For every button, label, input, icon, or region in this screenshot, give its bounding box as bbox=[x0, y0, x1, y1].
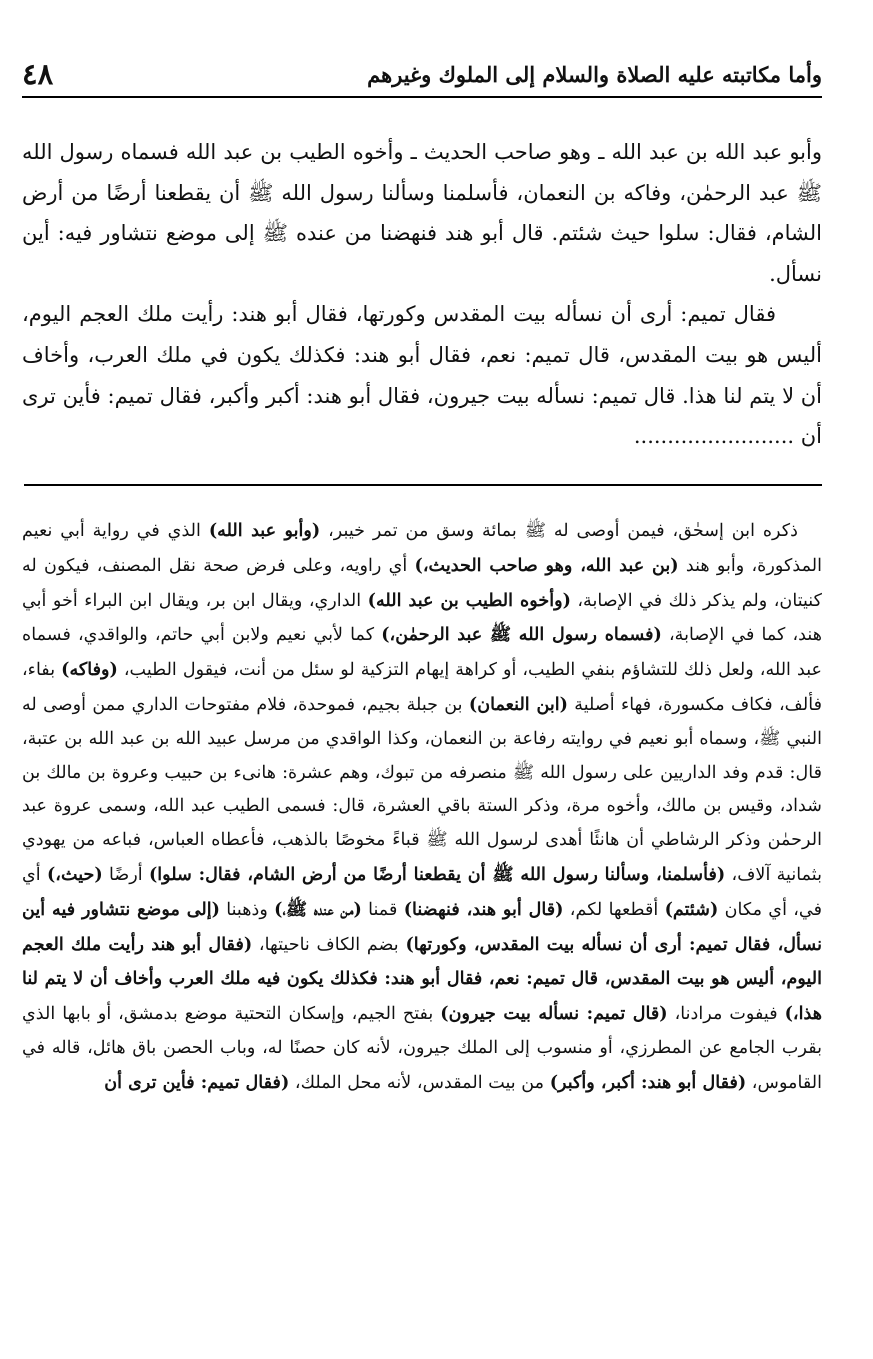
quoted-matn-segment: (وأبو عبد الله) bbox=[208, 520, 321, 541]
quoted-matn-segment: (ابن النعمان) bbox=[468, 693, 569, 715]
commentary-segment: أقطعها لكم، bbox=[563, 899, 665, 920]
quoted-matn-segment: (إلى موضع نتشاور فيه أين نسأل، فقال تميم: أرى أن نسأله بيت المقدس، وكورتها) bbox=[22, 898, 822, 955]
main-paragraph-1: وأبو عبد الله بن عبد الله ـ وهو صاحب الحديث ـ وأخوه الطيب بن عبد الله فسماه رسول الله ﷺ عبد الرحمٰن، وفاكه بن النعمان، فأسلمنا وسألنا رسول الله ﷺ أن يقطعنا أرضًا من أرض الشام، فقال: سلوا حيث شئتم. قال أبو هند فنهضنا من عنده ﷺ إلى موضع نتشاور فيه: أين نسأل. bbox=[22, 140, 822, 286]
commentary-segment: أي في، أي مكان bbox=[22, 864, 823, 920]
commentary-paragraph bbox=[22, 514, 822, 1101]
quoted-matn-segment: (وأخوه الطيب بن عبد الله) bbox=[367, 589, 571, 611]
quoted-matn-segment: (فسماه رسول الله ﷺ عبد الرحمٰن،) bbox=[381, 624, 662, 646]
commentary bbox=[22, 514, 822, 1101]
quoted-matn-segment: (فقال أبو هند: أكبر، وأكبر) bbox=[549, 1071, 747, 1093]
commentary-segment: بضم الكاف ناحيتها، bbox=[252, 934, 406, 955]
quoted-matn-segment: (بن عبد الله، وهو صاحب الحديث،) bbox=[414, 554, 679, 576]
commentary-segment: من بيت المقدس، لأنه محل الملك، bbox=[289, 1072, 550, 1093]
main-paragraph-2: فقال تميم: أرى أن نسأله بيت المقدس وكورتها، فقال أبو هند: رأيت ملك العجم اليوم، أليس هو بيت المقدس، قال تميم: نعم، فقال أبو هند: فكذلك يكون في ملك العرب، وأخاف أن لا يتم لنا هذا. قال تميم: نسأله بيت جيرون، فقال أبو هند: أكبر وأكبر، فقال تميم: فأين ترى أن ........................ bbox=[22, 302, 822, 449]
commentary-segment: بن جبلة بجيم، فموحدة، فلام مفتوحات الداري ممن أوصى له النبي ﷺ، وسماه أبو نعيم في روايته رفاعة بن النعمان، وكذا الواقدي من مرسل عبيد الله بن عبد الله بن عتبة، قال: قدم وفد الداريين على رسول الله ﷺ منصرفه من تبوك، وهم عشرة: هانىء بن حبيب وعروة بن مالك بن شداد، وقيس بن مالك، وأخوه مرة، وذكر الستة باقي العشرة، قال: فسمى الطيب عبد الله، وسمى عروة عبد الرحمٰن وذكر الرشاطي أن هانئًا أهدى لرسول الله ﷺ قباءً مخوصًا بالذهب، فأعطاه العباس، فباعه من يهودي بثمانية آلاف، bbox=[22, 694, 822, 885]
main-text bbox=[22, 132, 822, 457]
commentary-segment: فيفوت مرادنا، bbox=[667, 1004, 785, 1025]
commentary-segment: بفاء، فألف، فكاف مكسورة، فهاء أصلية bbox=[22, 660, 823, 715]
quoted-matn-segment: (شئتم) bbox=[664, 898, 719, 920]
commentary-segment: ذكره ابن إسحٰق، فيمن أوصى له ﷺ بمائة وسق من تمر خيبر، bbox=[320, 521, 798, 541]
commentary-segment: بفتح الجيم، وإسكان التحتية موضع بدمشق، أو بابها الذي بقرب الجامع عن المطرزي، أو منسوب إلى الملك جيرون، لأنه كان حصنًا له، وباب الحصن باق هائل، قاله في القاموس، bbox=[22, 1004, 822, 1093]
quoted-matn-segment: (فقال أبو هند رأيت ملك العجم اليوم، أليس هو بيت المقدس، قال تميم: نعم، فقال أبو هند: فكذلك يكون فيه ملك العرب وأخاف أن لا يتم لنا هذا،) bbox=[22, 933, 823, 1025]
commentary-segment: أرضًا bbox=[102, 864, 149, 885]
commentary-segment: الداري، ويقال ابن بر، ويقال ابن البراء أخو أبي هند، كما في الإصابة، bbox=[22, 590, 822, 646]
commentary-segment: أي راويه، وعلى فرض صحة نقل المصنف، فيكون له كنيتان، ولم يذكر ذلك في الإصابة، bbox=[22, 555, 822, 611]
footnote-separator bbox=[24, 484, 822, 486]
quoted-matn-segment: (فأسلمنا، وسألنا رسول الله ﷺ أن يقطعنا أرضًا من أرض الشام، فقال: سلوا) bbox=[148, 863, 726, 885]
quoted-matn-segment: (قال تميم: نسأله بيت جيرون) bbox=[440, 1003, 668, 1025]
quoted-matn-segment: (قال أبو هند، فنهضنا) bbox=[403, 898, 564, 920]
commentary-segment: كما لأبي نعيم ولابن أبي حاتم، والواقدي، فسماه عبد الله، ولعل ذلك للتشاؤم بنفي الطيب، أو كراهة إيهام التزكية لو سئل من أنت، فيقول الطيب، bbox=[22, 625, 823, 681]
commentary-segment: الذي في رواية أبي نعيم المذكورة، وأبو هند bbox=[22, 521, 823, 576]
quoted-matn-segment: (وفاكه) bbox=[61, 659, 118, 681]
quoted-matn-segment: (فقال تميم: فأين ترى أن bbox=[104, 1071, 290, 1093]
running-title: وأما مكاتبته عليه الصلاة والسلام إلى الملوك وغيرهم bbox=[367, 61, 822, 87]
quoted-matn-segment: (حيث،) bbox=[46, 863, 103, 885]
commentary-segment: وذهبنا bbox=[219, 899, 275, 920]
page-header bbox=[22, 52, 822, 98]
quoted-matn-segment: (من عنده ﷺ،) bbox=[274, 898, 362, 920]
page-number: ٤٨ bbox=[22, 57, 54, 91]
commentary-segment: قمنا bbox=[361, 899, 404, 920]
